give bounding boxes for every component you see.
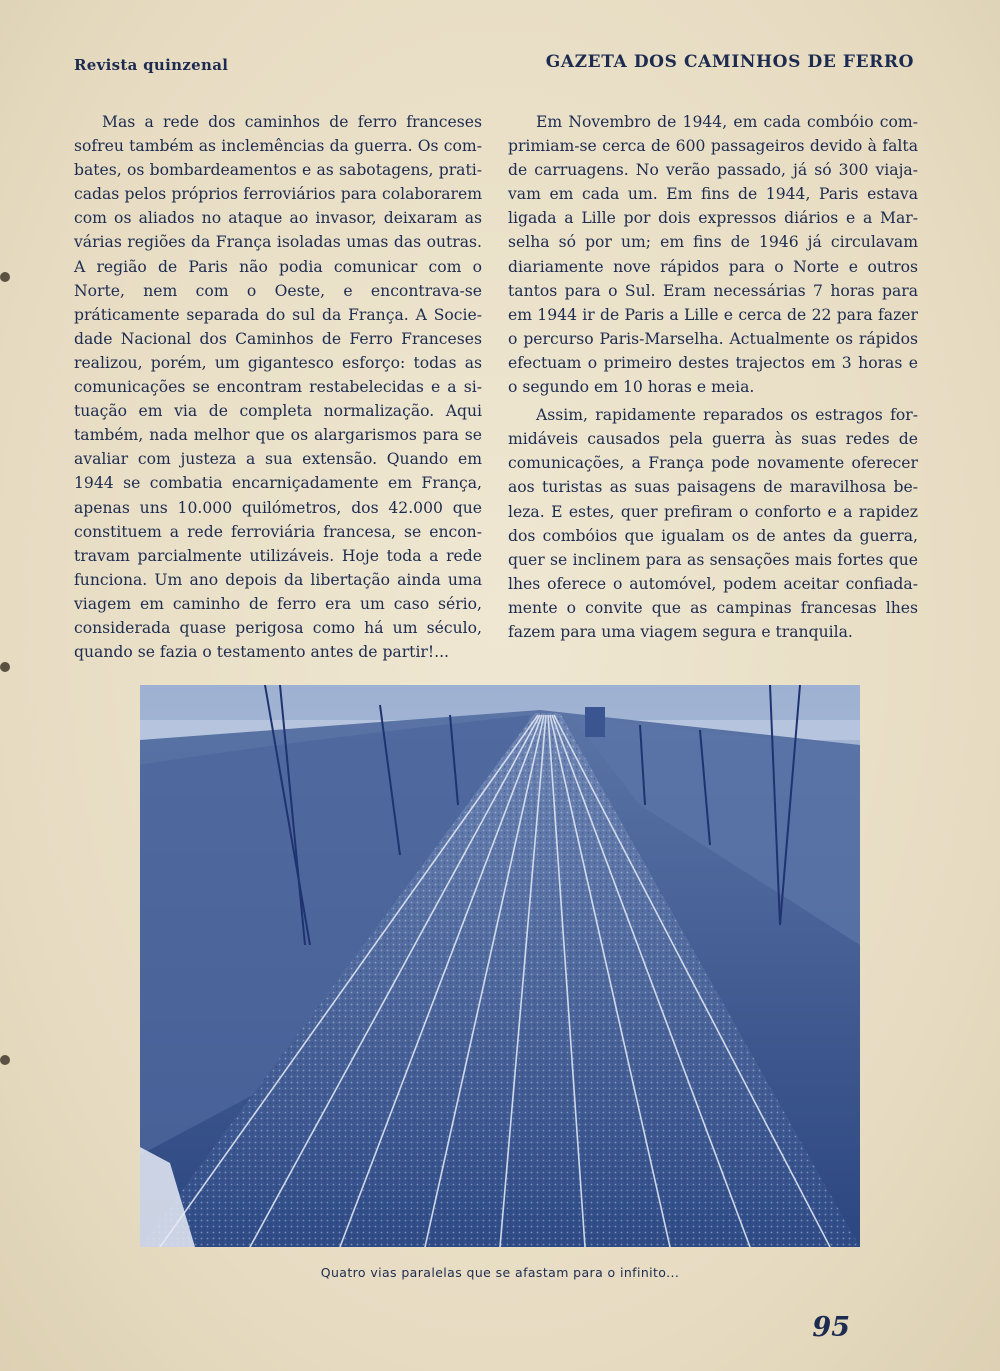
article-column-left <box>74 110 482 664</box>
railway-tracks-illustration <box>140 685 860 1247</box>
article-column-right <box>508 110 918 644</box>
paragraph: Assim, rapidamente reparados os estragos formidáveis causados pela guerra às suas redes de comunicações, a França pode novamente oferecer aos turistas as suas paisagens de maravilhosa beleza. E estes, quer prefiram o conforto e a rapidez dos combóios que igualam os de antes da guerra, quer se inclinem para as sensações mais fortes que lhes oferece o automóvel, podem aceitar confiadamente o convite que as campinas francesas lhes fazem para uma viagem segura e tranquila. <box>508 406 918 641</box>
binding-hole <box>0 272 10 282</box>
binding-hole <box>0 662 10 672</box>
running-header-left: Revista quinzenal <box>74 56 229 74</box>
photo-caption: Quatro vias paralelas que se afastam para o infinito... <box>320 1265 680 1280</box>
paragraph: Em Novembro de 1944, em cada combóio comprimiam-se cerca de 600 passageiros devido à falta de carruagens. No verão passado, já só 300 viajavam em cada um. Em fins de 1944, Paris estava ligada a Lille por dois expressos diários e a Marselha só por um; em fins de 1946 já circulavam diariamente nove rápidos para o Norte e outros tantos para o Sul. Eram necessárias 7 horas para em 1944 ir de Paris a Lille e cerca de 22 para fazer o percurso Paris-Marselha. Actualmente os rápidos efectuam o primeiro destes trajectos em 3 horas e o segundo em 10 horas e meia. <box>508 113 918 397</box>
binding-hole <box>0 1055 10 1065</box>
paragraph: Mas a rede dos caminhos de ferro franceses sofreu também as inclemências da guerra. Os combates, os bombardeamentos e as sabotagens, praticadas pelos próprios ferroviários para colaborarem com os aliados no ataque ao invasor, deixaram as várias regiões da França isoladas umas das outras. A região de Paris não podia comunicar com o Norte, nem com o Oeste, e encontrava-se práticamente separada do sul da França. A Sociedade Nacional dos Caminhos de Ferro Franceses realizou, porém, um gigantesco esforço: todas as comunicações se encontram restabelecidas e a situação em via de completa normalização. Aqui também, nada melhor que os alargarismos para se avaliar com justeza a sua extensão. Quando em 1944 se combatia encarniçadamente em França, apenas uns 10.000 quilómetros, dos 42.000 que constituem a rede ferroviária francesa, se encontravam parcialmente utilizáveis. Hoje toda a rede funciona. Um ano depois da libertação ainda uma viagem em caminho de ferro era um caso sério, considerada quase perigosa como há um século, quando se fazia o testamento antes de partir!... <box>74 113 482 662</box>
running-header-right: GAZETA DOS CAMINHOS DE FERRO <box>545 52 914 72</box>
railway-tracks-photo <box>140 685 860 1247</box>
page-number: 95 <box>812 1312 850 1343</box>
